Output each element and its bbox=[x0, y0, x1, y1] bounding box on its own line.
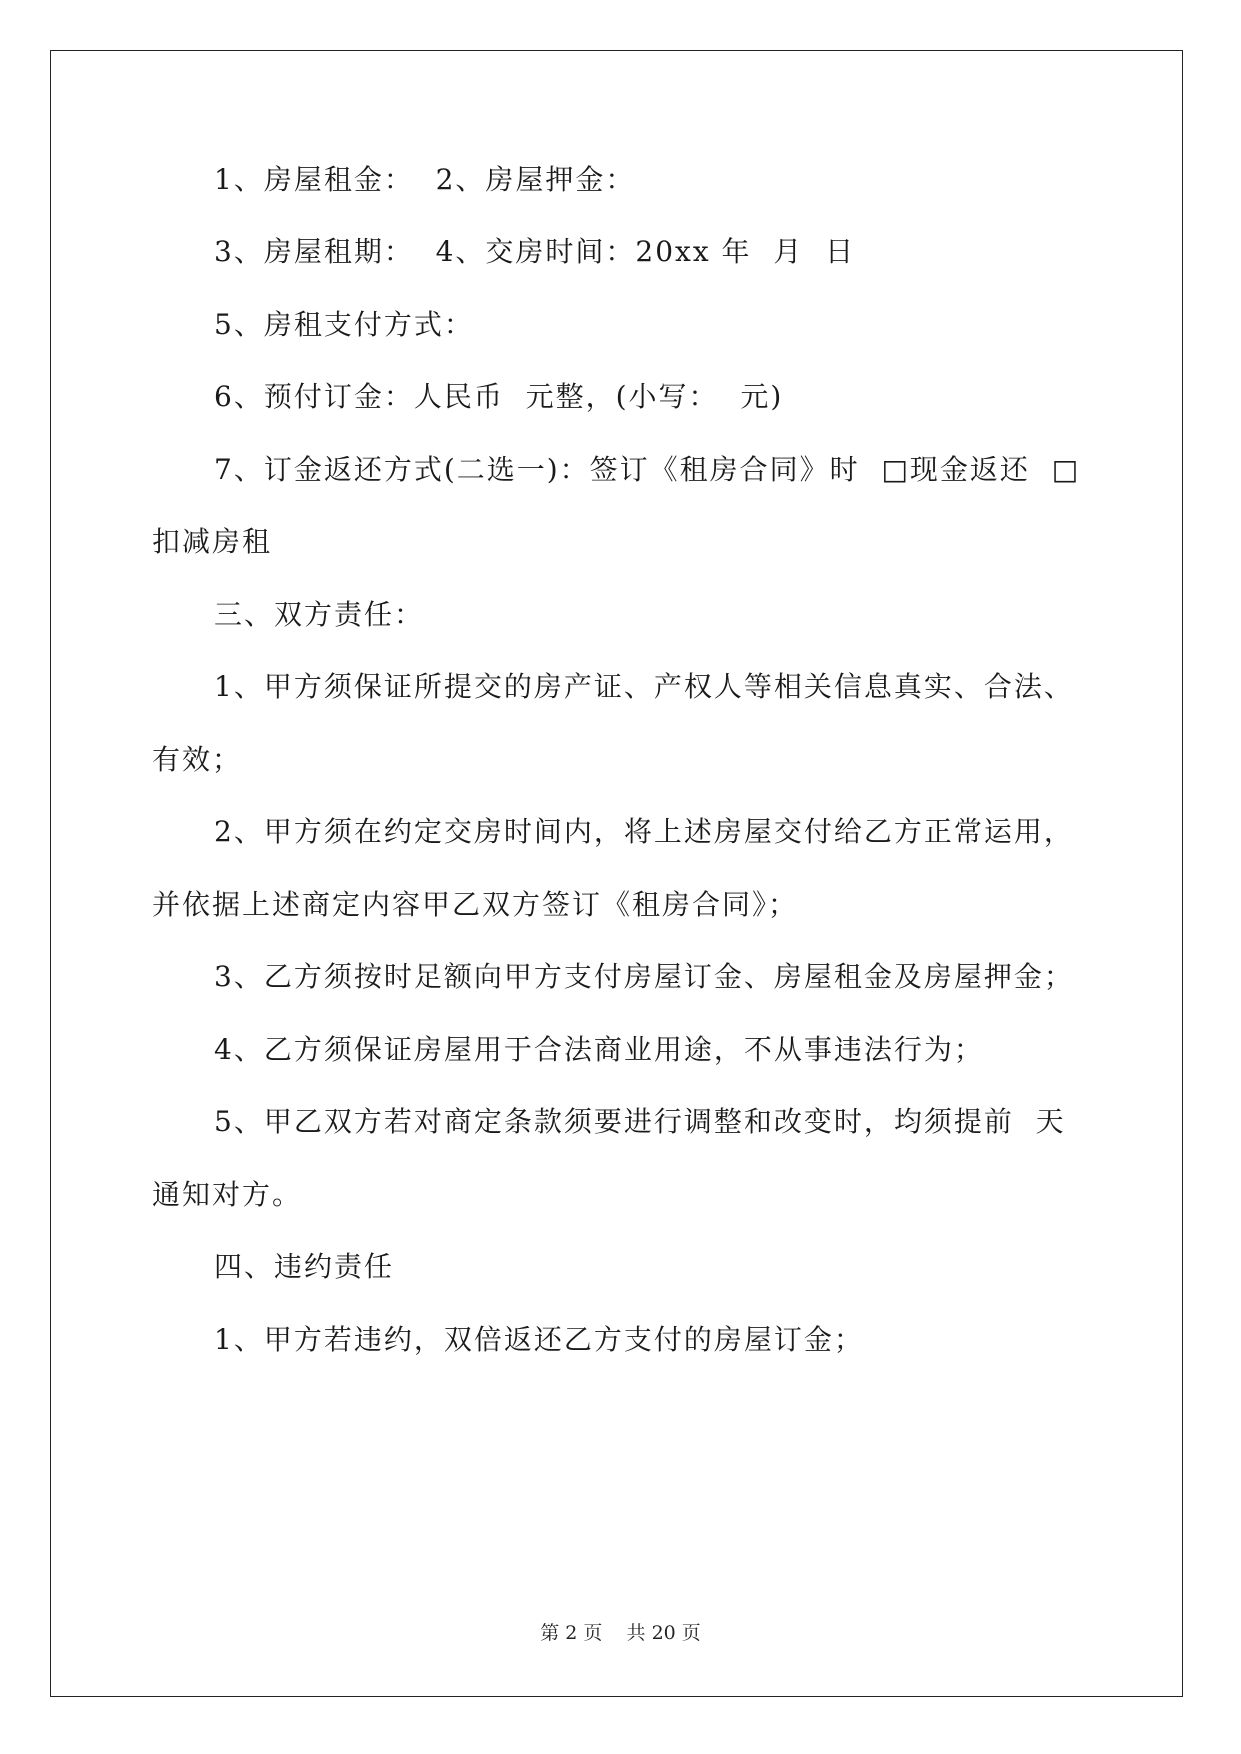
line-resp-5-cont: 通知对方。 bbox=[152, 1178, 303, 1211]
line-refund-method-cont: 扣减房租 bbox=[152, 525, 273, 558]
line-term-handover: 3、房屋租期： 4、交房时间：20xx 年 月 日 bbox=[214, 235, 856, 268]
line-resp-3: 3、乙方须按时足额向甲方支付房屋订金、房屋租金及房屋押金； bbox=[214, 960, 1074, 993]
line-resp-1: 1、甲方须保证所提交的房产证、产权人等相关信息真实、合法、 bbox=[214, 670, 1074, 703]
section-heading-breach: 四、违约责任 bbox=[214, 1250, 395, 1283]
section-heading-responsibilities: 三、双方责任： bbox=[214, 598, 425, 631]
line-payment-method: 5、房租支付方式： bbox=[214, 308, 474, 341]
line-breach-1: 1、甲方若违约，双倍返还乙方支付的房屋订金； bbox=[214, 1323, 864, 1356]
line-resp-2-cont: 并依据上述商定内容甲乙双方签订《租房合同》； bbox=[152, 888, 799, 921]
line-resp-4: 4、乙方须保证房屋用于合法商业用途，不从事违法行为； bbox=[214, 1033, 984, 1066]
page-border bbox=[50, 50, 1183, 1697]
line-refund-method: 7、订金返还方式(二选一)：签订《租房合同》时 □现金返还 □ bbox=[214, 453, 1081, 486]
line-resp-5: 5、甲乙双方若对商定条款须要进行调整和改变时，均须提前 天 bbox=[214, 1105, 1066, 1138]
line-resp-2: 2、甲方须在约定交房时间内，将上述房屋交付给乙方正常运用， bbox=[214, 815, 1074, 848]
line-resp-1-cont: 有效； bbox=[152, 743, 243, 776]
page-footer: 第 2 页 共 20 页 bbox=[540, 1622, 701, 1644]
line-prepaid-deposit: 6、预付订金：人民币 元整，(小写： 元) bbox=[214, 380, 784, 413]
line-rent-deposit: 1、房屋租金： 2、房屋押金： bbox=[214, 163, 636, 196]
